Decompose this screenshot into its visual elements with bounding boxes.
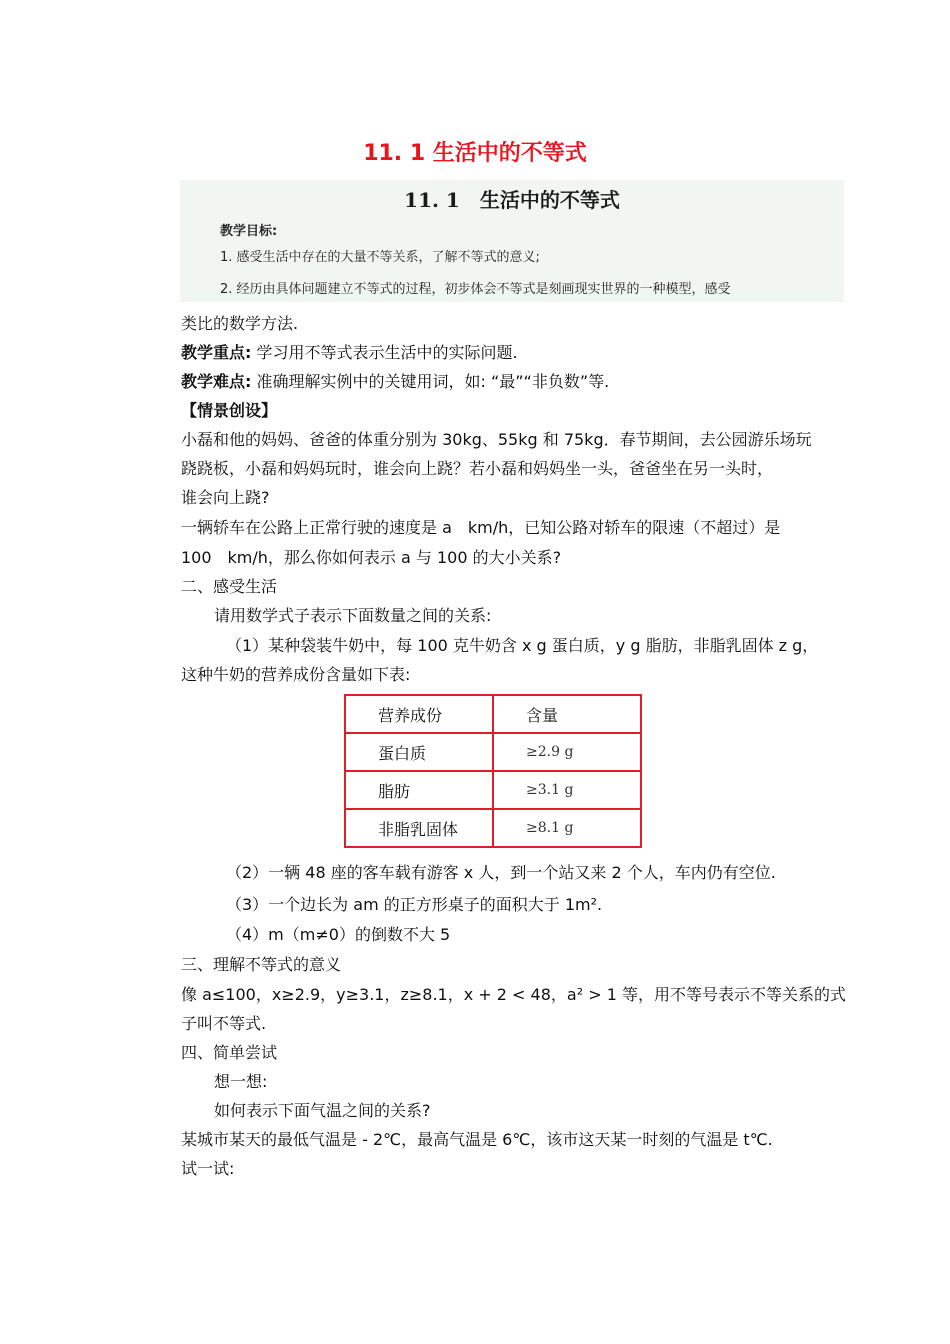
table-cell: 蛋白质 xyxy=(345,733,493,771)
nutrition-table xyxy=(344,694,642,848)
difficulty-label: 教学难点: xyxy=(181,372,252,391)
text-line: 小磊和他的妈妈、爸爸的体重分别为 30kg、55kg 和 75kg．春节期间，去公园游乐场玩 xyxy=(181,430,812,449)
text-line: 子叫不等式. xyxy=(181,1014,267,1033)
text-line: 像 a≤100，x≥2.9，y≥3.1，z≥8.1，x + 2 < 48，a² > 1 等，用不等号表示不等关系的式 xyxy=(181,985,846,1004)
text-line: （2）一辆 48 座的客车载有游客 x 人，到一个站又来 2 个人，车内仍有空位. xyxy=(226,863,776,882)
page-title: 11. 1 生活中的不等式 xyxy=(363,141,587,166)
text-line: （1）某种袋装牛奶中，每 100 克牛奶含 x g 蛋白质，y g 脂肪，非脂乳固体 z g， xyxy=(226,636,819,655)
key-point xyxy=(181,341,518,365)
text-line: 试一试: xyxy=(181,1159,235,1178)
table-cell: 脂肪 xyxy=(345,771,493,809)
table-cell: ≥2.9 g xyxy=(493,733,641,771)
scan-subtitle: 教学目标: xyxy=(220,224,278,239)
text-line: 一辆轿车在公路上正常行驶的速度是 a km/h，已知公路对轿车的限速（不超过）是 xyxy=(181,518,781,537)
section-heading: 【情景创设】 xyxy=(181,401,278,420)
text-line: 请用数学式子表示下面数量之间的关系: xyxy=(214,606,492,625)
text-line: 谁会向上跷? xyxy=(181,488,270,507)
text-line: 类比的数学方法. xyxy=(181,314,299,333)
difficulty xyxy=(181,370,609,394)
table-row xyxy=(345,733,641,771)
table-header-cell: 含量 xyxy=(493,695,641,733)
table-header-cell: 营养成份 xyxy=(345,695,493,733)
text-line: 想一想: xyxy=(214,1072,268,1091)
section-heading: 三、理解不等式的意义 xyxy=(181,955,342,974)
text-line: （3）一个边长为 am 的正方形桌子的面积大于 1m². xyxy=(226,895,603,914)
text-line: 某城市某天的最低气温是 - 2℃，最高气温是 6℃，该市这天某一时刻的气温是 t℃. xyxy=(181,1130,773,1149)
scan-objective-2: 2. 经历由具体问题建立不等式的过程，初步体会不等式是刻画现实世界的一种模型，感受 xyxy=(220,282,731,297)
scan-objective-1: 1. 感受生活中存在的大量不等关系，了解不等式的意义; xyxy=(220,250,540,265)
table-row xyxy=(345,695,641,733)
table-cell: ≥8.1 g xyxy=(493,809,641,847)
scanned-excerpt xyxy=(180,180,844,302)
section-heading: 二、感受生活 xyxy=(181,577,278,596)
text-line: 跷跷板，小磊和妈妈玩时，谁会向上跷？若小磊和妈妈坐一头，爸爸坐在另一头时， xyxy=(181,459,774,478)
table-row xyxy=(345,771,641,809)
scan-title: 11. 1 生活中的不等式 xyxy=(404,188,620,212)
difficulty-text: 准确理解实例中的关键用词，如: “最”“非负数”等. xyxy=(251,372,610,391)
text-line: 如何表示下面气温之间的关系? xyxy=(214,1101,431,1120)
text-line: 100 km/h，那么你如何表示 a 与 100 的大小关系? xyxy=(181,548,562,567)
key-point-text: 学习用不等式表示生活中的实际问题. xyxy=(251,343,518,362)
section-heading: 四、简单尝试 xyxy=(181,1043,278,1062)
table-cell: 非脂乳固体 xyxy=(345,809,493,847)
table-row xyxy=(345,809,641,847)
table-cell: ≥3.1 g xyxy=(493,771,641,809)
key-point-label: 教学重点: xyxy=(181,343,252,362)
text-line: （4）m（m≠0）的倒数不大 5 xyxy=(226,925,451,944)
text-line: 这种牛奶的营养成份含量如下表: xyxy=(181,665,411,684)
